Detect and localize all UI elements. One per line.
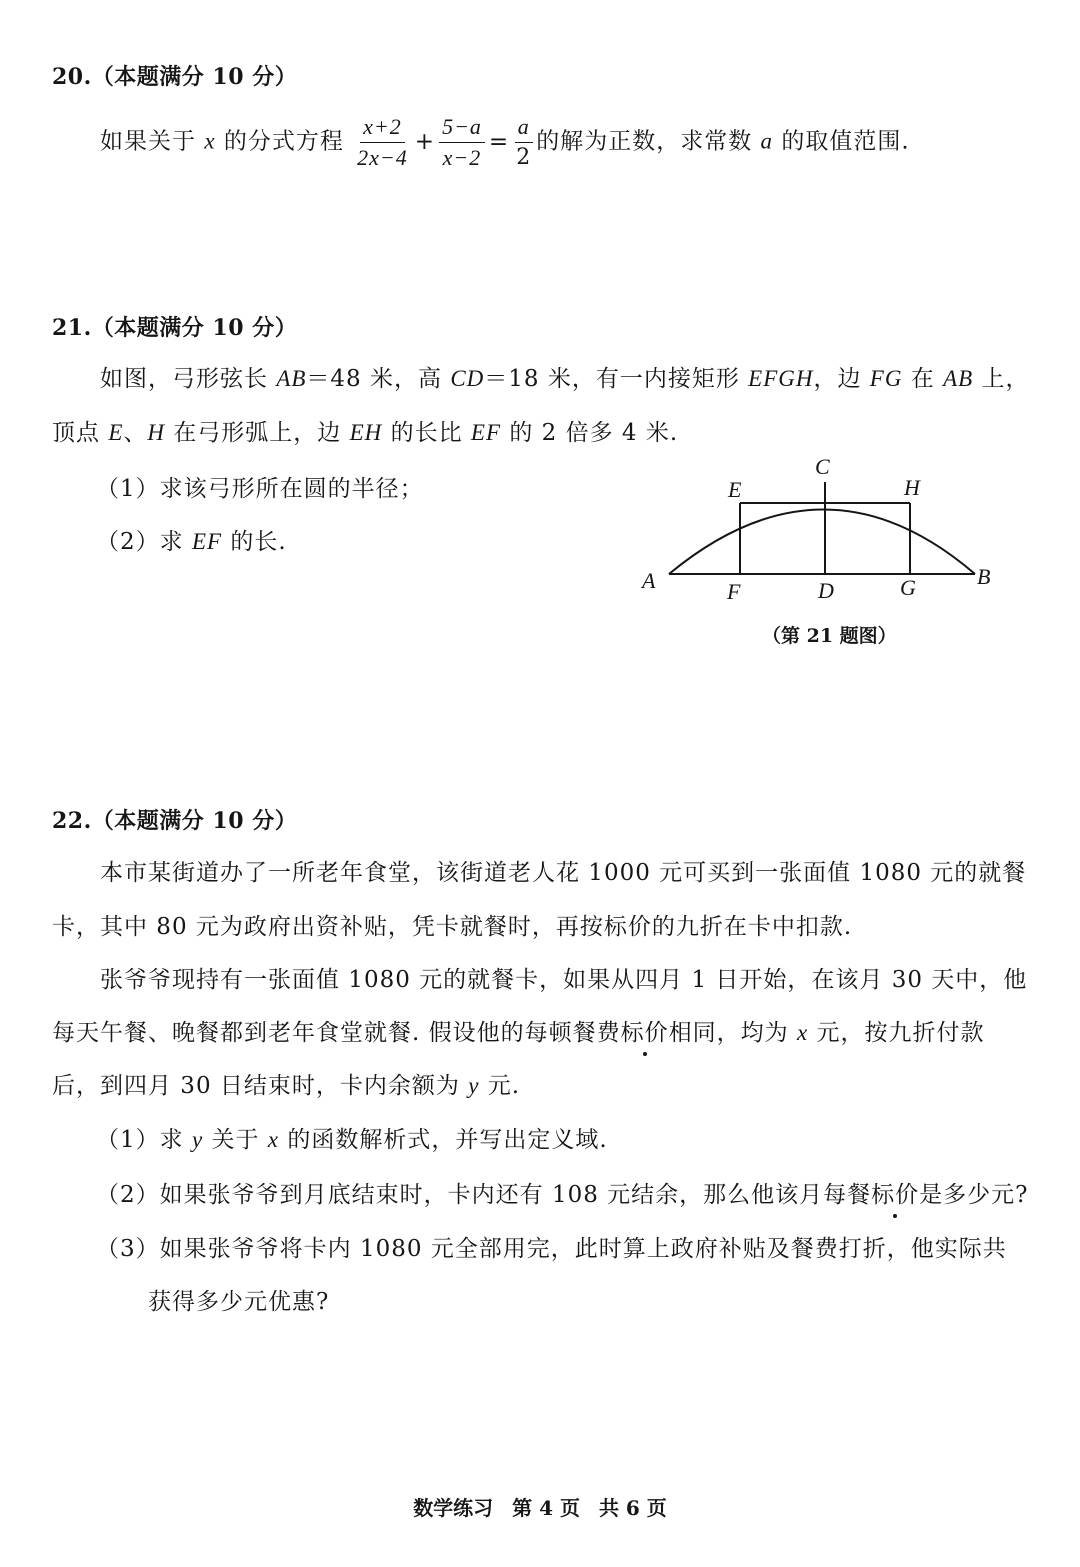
q21-l2-c: 在弓形弧上，边 bbox=[165, 420, 350, 446]
footer-total: 共 6 页 bbox=[598, 1496, 667, 1520]
label-d: D bbox=[818, 578, 834, 603]
footer-page: 第 4 页 bbox=[512, 1496, 580, 1520]
q22-sub1-b: 关于 bbox=[203, 1127, 268, 1153]
q21-line-1 bbox=[100, 364, 1030, 394]
q21-l1-ab: AB bbox=[276, 366, 307, 391]
q22-p2l2-b: 相同，均为 bbox=[668, 1020, 797, 1046]
q21-sub-2 bbox=[96, 527, 287, 557]
q22-p2l3-a: 后，到四月 30 日结束时，卡内余额为 bbox=[52, 1073, 469, 1099]
q22-p1-line-1: 本市某街道办了一所老年食堂，该街道老人花 1000 元可买到一张面值 1080 元的就餐 bbox=[100, 860, 1027, 886]
q20-equals: = bbox=[488, 128, 510, 155]
q22-sub2-emphasis: 标价 bbox=[871, 1182, 920, 1208]
q21-sub2-a: （2）求 bbox=[96, 529, 192, 555]
q22-sub1-c: 的函数解析式，并写出定义域. bbox=[279, 1127, 608, 1153]
q21-l1-efgh: EFGH bbox=[748, 366, 814, 391]
q21-sub2-b: 的长. bbox=[222, 529, 287, 555]
q20-frac2-num: 5−a bbox=[439, 114, 485, 143]
q21-sub-1: （1）求该弓形所在圆的半径； bbox=[96, 476, 424, 502]
q21-figure-caption: （第 21 题图） bbox=[762, 625, 897, 647]
q20-post1: 的解为正数，求常数 bbox=[536, 128, 761, 155]
q22-p2l3-b: 元. bbox=[479, 1073, 521, 1099]
q22-p2l2-x: x bbox=[796, 1020, 809, 1045]
q22-sub2-b: 是多少元? bbox=[919, 1182, 1029, 1208]
page-footer bbox=[0, 1492, 1080, 1521]
q20-fraction-1 bbox=[354, 114, 411, 171]
footer-subject: 数学练习 bbox=[413, 1496, 494, 1520]
q21-l1-f: 上， bbox=[973, 366, 1030, 392]
q21-l2-f: 的 2 倍多 4 米. bbox=[501, 420, 679, 446]
q20-frac1-num: x+2 bbox=[360, 114, 405, 143]
label-h: H bbox=[904, 475, 920, 500]
q22-sub-2 bbox=[96, 1180, 1029, 1210]
q21-l1-a: 如图，弓形弦长 bbox=[100, 366, 277, 392]
q20-pre: 如果关于 bbox=[100, 128, 205, 155]
q21-title: 21.（本题满分 10 分） bbox=[52, 315, 298, 341]
q21-l1-c: ＝18 米，有一内接矩形 bbox=[484, 366, 749, 392]
q21-l2-ef: EF bbox=[470, 420, 502, 445]
q20-fraction-3 bbox=[513, 114, 534, 171]
q21-l2-a: 顶点 bbox=[52, 420, 109, 446]
q21-l1-d: ，边 bbox=[813, 366, 870, 392]
q20-title: 20.（本题满分 10 分） bbox=[52, 64, 298, 90]
q22-p2l2-c: 元，按九折付款 bbox=[808, 1020, 985, 1046]
label-g: G bbox=[900, 575, 916, 600]
label-c: C bbox=[815, 454, 830, 479]
q21-l2-b: 、 bbox=[123, 420, 148, 446]
q20-frac3-num: a bbox=[515, 114, 533, 143]
q20-frac1-den: 2x−4 bbox=[357, 145, 408, 170]
q22-sub-3-line-2: 获得多少元优惠? bbox=[148, 1289, 330, 1315]
q21-line-2 bbox=[52, 418, 678, 448]
q20-statement bbox=[100, 114, 910, 171]
q21-l2-h: H bbox=[147, 420, 165, 445]
q21-l1-e: 在 bbox=[902, 366, 944, 392]
label-a: A bbox=[642, 568, 656, 593]
q22-p2-line-1: 张爷爷现持有一张面值 1080 元的就餐卡，如果从四月 1 日开始，在该月 30 天中，他 bbox=[100, 967, 1028, 993]
q20-frac3-den: 2 bbox=[516, 145, 532, 170]
segment-arc bbox=[669, 510, 975, 575]
q21-l2-eh: EH bbox=[349, 420, 383, 445]
q21-sub2-ef: EF bbox=[191, 529, 223, 554]
q22-title: 22.（本题满分 10 分） bbox=[52, 808, 298, 834]
label-f: F bbox=[727, 579, 741, 604]
q21-l2-d: 的长比 bbox=[382, 420, 471, 446]
q22-sub1-x: x bbox=[267, 1127, 280, 1152]
q20-mid: 的分式方程 bbox=[215, 128, 344, 155]
q22-p2l2-a: 每天午餐、晚餐都到老年食堂就餐. 假设他的每顿餐费 bbox=[52, 1020, 621, 1046]
q22-p1-line-2: 卡，其中 80 元为政府出资补贴，凭卡就餐时，再按标价的九折在卡中扣款. bbox=[52, 914, 853, 940]
q22-sub-3-line-1: （3）如果张爷爷将卡内 1080 元全部用完，此时算上政府补贴及餐费打折，他实际共 bbox=[96, 1236, 1007, 1262]
q22-sub2-a: （2）如果张爷爷到月底结束时，卡内还有 108 元结余，那么他该月每餐 bbox=[96, 1182, 872, 1208]
q20-frac2-den: x−2 bbox=[442, 145, 482, 170]
q20-plus: + bbox=[414, 128, 436, 155]
label-e: E bbox=[728, 477, 742, 502]
q22-sub1-a: （1）求 bbox=[96, 1127, 192, 1153]
q20-post2: 的取值范围. bbox=[773, 128, 910, 155]
q22-p2l2-emphasis: 标价 bbox=[620, 1020, 669, 1046]
q20-var-x: x bbox=[204, 128, 216, 154]
q21-l1-ab2: AB bbox=[943, 366, 974, 391]
q20-var-a: a bbox=[760, 128, 774, 154]
q22-p2-line-2 bbox=[52, 1018, 984, 1048]
q21-l1-b: ＝48 米，高 bbox=[306, 366, 451, 392]
q22-p2l3-y: y bbox=[468, 1073, 480, 1098]
label-b: B bbox=[977, 564, 991, 589]
q22-p2-line-3 bbox=[52, 1071, 520, 1101]
q21-l1-fg: FG bbox=[869, 366, 903, 391]
q22-sub1-y: y bbox=[191, 1127, 204, 1152]
q20-fraction-2 bbox=[439, 114, 485, 171]
q21-l1-cd: CD bbox=[450, 366, 485, 391]
q21-l2-e: E bbox=[108, 420, 124, 445]
q22-sub-1 bbox=[96, 1125, 608, 1155]
